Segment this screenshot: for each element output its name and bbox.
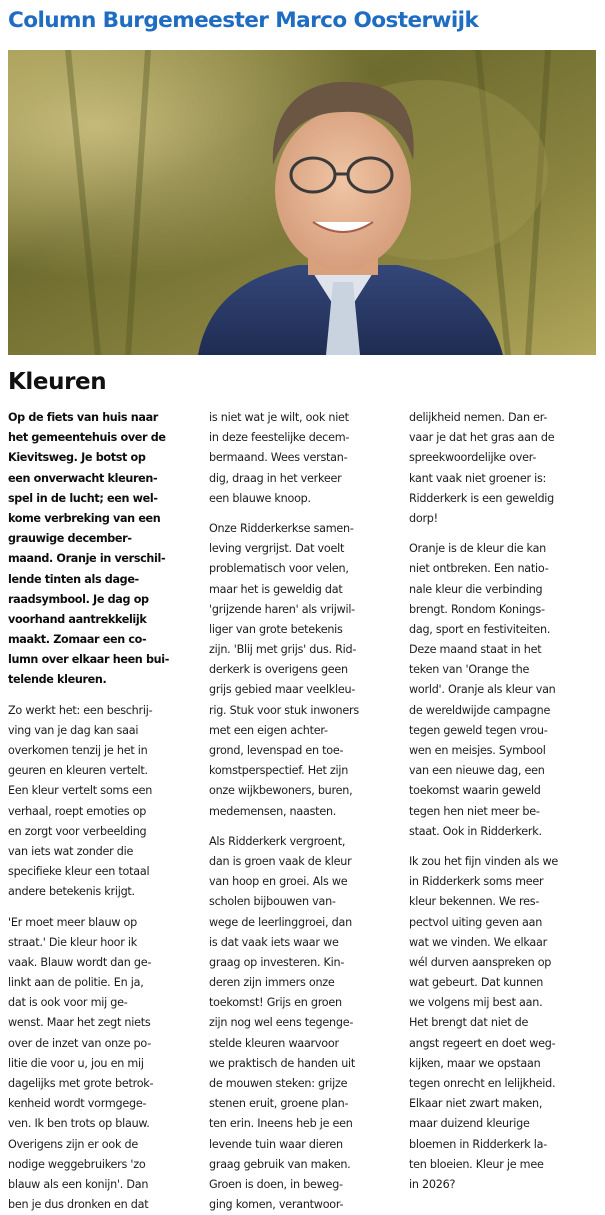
- portrait-photo: [8, 50, 596, 355]
- text-line: Overigens zijn er ook de: [8, 1135, 198, 1155]
- text-line: we volgens mij best aan.: [409, 993, 599, 1013]
- body-paragraph: [8, 913, 198, 1215]
- text-line: een blauwe knoop.: [209, 489, 399, 509]
- text-line: kijken, maar we opstaan: [409, 1054, 599, 1074]
- text-line: spel in de lucht; een wel-: [8, 489, 198, 509]
- text-line: kenheid wordt vormgege-: [8, 1094, 198, 1114]
- text-line: rig. Stuk voor stuk inwoners: [209, 701, 399, 721]
- text-line: raadsymbool. Je dag op: [8, 590, 198, 610]
- text-line: graag gebruik van maken.: [209, 1155, 399, 1175]
- text-line: Elkaar niet zwart maken,: [409, 1094, 599, 1114]
- text-line: tegen hen niet meer be-: [409, 802, 599, 822]
- text-line: in 2026?: [409, 1175, 599, 1195]
- text-line: is niet wat je wilt, ook niet: [209, 408, 399, 428]
- text-line: lumn over elkaar heen bui-: [8, 650, 198, 670]
- body-paragraph: [409, 408, 599, 529]
- text-line: toekomst waarin geweld: [409, 781, 599, 801]
- text-line: bloemen in Ridderkerk la-: [409, 1135, 599, 1155]
- text-line: wat we vinden. We elkaar: [409, 933, 599, 953]
- text-line: wen en meisjes. Symbool: [409, 741, 599, 761]
- text-line: maand. Oranje in verschil-: [8, 549, 198, 569]
- text-line: Oranje is de kleur die kan: [409, 539, 599, 559]
- article-column-3: [409, 408, 599, 1195]
- text-line: linkt aan de politie. En ja,: [8, 973, 198, 993]
- text-line: Het brengt dat niet de: [409, 1013, 599, 1033]
- body-paragraph: [409, 539, 599, 842]
- text-line: derkerk is overigens geen: [209, 660, 399, 680]
- text-line: verhaal, roept emoties op: [8, 802, 198, 822]
- text-line: staat. Ook in Ridderkerk.: [409, 822, 599, 842]
- text-line: onze wijkbewoners, buren,: [209, 781, 399, 801]
- text-line: 'grijzende haren' als vrijwil-: [209, 600, 399, 620]
- text-line: kleur bekennen. We res-: [409, 892, 599, 912]
- text-line: een onverwacht kleuren-: [8, 469, 198, 489]
- text-line: Groen is doen, in beweg-: [209, 1175, 399, 1195]
- text-line: spreekwoordelijke over-: [409, 448, 599, 468]
- paragraph-gap: [409, 529, 599, 539]
- paragraph-gap: [409, 842, 599, 852]
- text-line: en zorgt voor verbeelding: [8, 822, 198, 842]
- text-line: het gemeentehuis over de: [8, 428, 198, 448]
- text-line: dag, sport en festiviteiten.: [409, 620, 599, 640]
- text-line: delijkheid nemen. Dan er-: [409, 408, 599, 428]
- text-line: toekomst! Grijs en groen: [209, 993, 399, 1013]
- article-column-2: [209, 408, 399, 1215]
- text-line: lende tinten als dage-: [8, 570, 198, 590]
- text-line: van iets wat zonder die: [8, 842, 198, 862]
- text-line: overkomen tenzij je het in: [8, 741, 198, 761]
- text-line: maar het is geweldig dat: [209, 580, 399, 600]
- text-line: deren zijn immers onze: [209, 973, 399, 993]
- text-line: specifieke kleur een totaal: [8, 862, 198, 882]
- text-line: dan is groen vaak de kleur: [209, 852, 399, 872]
- text-line: vaak. Blauw wordt dan ge-: [8, 953, 198, 973]
- text-line: medemensen, naasten.: [209, 802, 399, 822]
- text-line: kome verbreking van een: [8, 509, 198, 529]
- text-line: met een eigen achter-: [209, 721, 399, 741]
- text-line: ten erin. Ineens heb je een: [209, 1114, 399, 1134]
- text-line: ten bloeien. Kleur je mee: [409, 1155, 599, 1175]
- text-line: angst regeert en doet weg-: [409, 1034, 599, 1054]
- text-line: dagelijks met grote betrok-: [8, 1074, 198, 1094]
- text-line: Ik zou het fijn vinden als we: [409, 852, 599, 872]
- text-line: zijn nog wel eens tegenge-: [209, 1013, 399, 1033]
- text-line: nale kleur die verbinding: [409, 580, 599, 600]
- text-line: de wereldwijde campagne: [409, 701, 599, 721]
- text-line: niet ontbreken. Een natio-: [409, 559, 599, 579]
- body-paragraph: [409, 852, 599, 1195]
- text-line: tegen onrecht en lelijkheid.: [409, 1074, 599, 1094]
- text-line: stenen eruit, groene plan-: [209, 1094, 399, 1114]
- text-line: vaar je dat het gras aan de: [409, 428, 599, 448]
- column-title: Column Burgemeester Marco Oosterwijk: [8, 4, 598, 38]
- text-line: brengt. Rondom Konings-: [409, 600, 599, 620]
- text-line: voorhand aantrekkelijk: [8, 610, 198, 630]
- text-line: Een kleur vertelt soms een: [8, 781, 198, 801]
- text-line: levende tuin waar dieren: [209, 1135, 399, 1155]
- body-paragraph: [209, 408, 399, 509]
- text-line: dig, draag in het verkeer: [209, 469, 399, 489]
- text-line: in Ridderkerk soms meer: [409, 872, 599, 892]
- text-line: grond, levenspad en toe-: [209, 741, 399, 761]
- text-line: telende kleuren.: [8, 670, 198, 690]
- text-line: litie die voor u, jou en mij: [8, 1054, 198, 1074]
- text-line: nodige weggebruikers 'zo: [8, 1155, 198, 1175]
- text-line: is dat vaak iets waar we: [209, 933, 399, 953]
- article-heading: Kleuren: [8, 366, 106, 398]
- text-line: scholen bijbouwen van-: [209, 892, 399, 912]
- paragraph-gap: [8, 691, 198, 701]
- body-paragraph: [8, 701, 198, 903]
- text-line: van hoop en groei. Als we: [209, 872, 399, 892]
- text-line: ging komen, verantwoor-: [209, 1195, 399, 1215]
- text-line: wél durven aanspreken op: [409, 953, 599, 973]
- paragraph-gap: [209, 822, 399, 832]
- text-line: in deze feestelijke decem-: [209, 428, 399, 448]
- text-line: graag op investeren. Kin-: [209, 953, 399, 973]
- text-line: Kievitsweg. Je botst op: [8, 448, 198, 468]
- text-line: maar duizend kleurige: [409, 1114, 599, 1134]
- text-line: 'Er moet meer blauw op: [8, 913, 198, 933]
- text-line: teken van 'Orange the: [409, 660, 599, 680]
- text-line: we praktisch de handen uit: [209, 1054, 399, 1074]
- text-line: ven. Ik ben trots op blauw.: [8, 1114, 198, 1134]
- text-line: andere betekenis krijgt.: [8, 882, 198, 902]
- text-line: wat gebeurt. Dat kunnen: [409, 973, 599, 993]
- text-line: tegen geweld tegen vrou-: [409, 721, 599, 741]
- text-line: ben je dus dronken en dat: [8, 1195, 198, 1215]
- text-line: Onze Ridderkerkse samen-: [209, 519, 399, 539]
- text-line: straat.' Die kleur hoor ik: [8, 933, 198, 953]
- article-column-1: [8, 408, 198, 1215]
- text-line: grauwige december-: [8, 529, 198, 549]
- text-line: stelde kleuren waarvoor: [209, 1034, 399, 1054]
- text-line: de mouwen steken: grijze: [209, 1074, 399, 1094]
- text-line: zijn. 'Blij met grijs' dus. Rid-: [209, 640, 399, 660]
- text-line: problematisch voor velen,: [209, 559, 399, 579]
- text-line: wenst. Maar het zegt niets: [8, 1013, 198, 1033]
- text-line: bermaand. Wees verstan-: [209, 448, 399, 468]
- text-line: pectvol uiting geven aan: [409, 913, 599, 933]
- text-line: kant vaak niet groener is:: [409, 469, 599, 489]
- text-line: Op de fiets van huis naar: [8, 408, 198, 428]
- body-paragraph: [209, 519, 399, 822]
- text-line: Deze maand staat in het: [409, 640, 599, 660]
- text-line: liger van grote betekenis: [209, 620, 399, 640]
- paragraph-gap: [8, 903, 198, 913]
- text-line: dorp!: [409, 509, 599, 529]
- text-line: blauw als een konijn'. Dan: [8, 1175, 198, 1195]
- text-line: geuren en kleuren vertelt.: [8, 761, 198, 781]
- text-line: grijs gebied maar veelkleu-: [209, 680, 399, 700]
- text-line: Als Ridderkerk vergroent,: [209, 832, 399, 852]
- text-line: dat is ook voor mij ge-: [8, 993, 198, 1013]
- text-line: Zo werkt het: een beschrij-: [8, 701, 198, 721]
- text-line: komstperspectief. Het zijn: [209, 761, 399, 781]
- paragraph-gap: [209, 509, 399, 519]
- text-line: over de inzet van onze po-: [8, 1034, 198, 1054]
- text-line: ving van je dag kan saai: [8, 721, 198, 741]
- text-line: van een nieuwe dag, een: [409, 761, 599, 781]
- text-line: Ridderkerk is een geweldig: [409, 489, 599, 509]
- text-line: world'. Oranje als kleur van: [409, 680, 599, 700]
- text-line: maakt. Zomaar een co-: [8, 630, 198, 650]
- text-line: wege de leerlinggroei, dan: [209, 913, 399, 933]
- lead-paragraph: [8, 408, 198, 691]
- text-line: leving vergrijst. Dat voelt: [209, 539, 399, 559]
- body-paragraph: [209, 832, 399, 1215]
